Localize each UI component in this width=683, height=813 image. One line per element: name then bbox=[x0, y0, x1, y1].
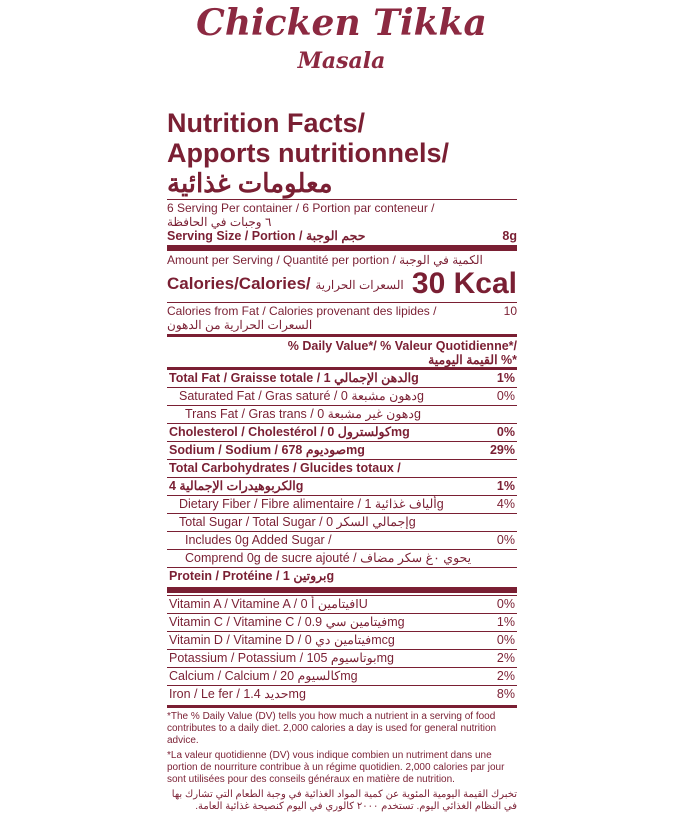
nutrient-daily-value: 0% bbox=[496, 597, 515, 611]
table-row bbox=[167, 595, 517, 613]
table-row bbox=[167, 495, 517, 513]
nutrient-daily-value: 2% bbox=[496, 669, 515, 683]
footnote-en: *The % Daily Value (DV) tells you how much a nutrient in a serving of food contributes to a daily diet. 2,000 calories a day is used for general nutrition advice. bbox=[167, 711, 497, 746]
calories-from-fat bbox=[167, 304, 517, 318]
nutrient-table bbox=[167, 367, 517, 585]
calories-from-fat-ar bbox=[167, 318, 517, 332]
nutrient-label: Total Fat / Graisse totale / الدهن الإجمالي 1g bbox=[169, 371, 419, 385]
calories-label: Calories/Calories/ bbox=[167, 274, 311, 293]
table-row bbox=[167, 549, 517, 567]
nutrient-label: Calcium / Calcium / كالسيوم 20mg bbox=[169, 669, 358, 683]
nutrient-daily-value: 29% bbox=[489, 443, 515, 457]
calories-label-ar: السعرات الحرارية bbox=[315, 278, 404, 292]
nutrient-label: Vitamin D / Vitamine D / فيتامين دي 0mcg bbox=[169, 633, 395, 647]
nutrient-daily-value: 0% bbox=[496, 389, 515, 403]
nutrient-label: Comprend 0g de sucre ajouté / يحوي ٠غ سكر مضاف bbox=[185, 551, 472, 565]
divider-thick bbox=[167, 587, 517, 593]
daily-value-header-ar: القيمة اليومية %* bbox=[428, 353, 517, 367]
nutrient-label: Vitamin C / Vitamine C / فيتامين سي 0.9mg bbox=[169, 615, 405, 629]
calories-value: 30 Kcal bbox=[411, 267, 517, 300]
nutrient-label: الكربوهيدرات الإجمالية 4g bbox=[169, 479, 304, 493]
table-row bbox=[167, 649, 517, 667]
amount-per-serving-ar: الكمية في الوجبة bbox=[399, 253, 483, 267]
brand-subname: Masala bbox=[297, 48, 386, 74]
servings-per-container-ar-text: ٦ وجبات في الحافظة bbox=[167, 215, 272, 229]
heading-en: Nutrition Facts/ bbox=[167, 108, 366, 138]
vitamin-table bbox=[167, 595, 517, 703]
daily-value-header: % Daily Value*/ % Valeur Quotidienne*/ bbox=[287, 339, 517, 353]
nutrient-daily-value: 2% bbox=[496, 651, 515, 665]
nutrient-daily-value: 1% bbox=[496, 615, 515, 629]
nutrient-label: Vitamin A / Vitamine A / فيتامين أ 0IU bbox=[169, 597, 368, 611]
footnote-fr: *La valeur quotidienne (DV) vous indique combien un nutriment dans une portion de nourriture contribue à un régime quotidien. 2,000 calories par jour sont utilisées pour des conseils généraux en matière de nutrition. bbox=[167, 750, 505, 785]
nutrient-label: Dietary Fiber / Fibre alimentaire / ألياف غذائية 1g bbox=[179, 497, 444, 511]
serving-size-label: Serving Size / Portion / bbox=[167, 229, 303, 243]
divider bbox=[167, 302, 517, 303]
table-row bbox=[167, 423, 517, 441]
heading-ar: معلومات غذائية bbox=[167, 168, 333, 198]
calories-from-fat-value: 10 bbox=[503, 304, 517, 318]
nutrient-label: Total Carbohydrates / Glucides totaux / bbox=[169, 461, 401, 475]
table-row bbox=[167, 405, 517, 423]
table-row bbox=[167, 685, 517, 703]
servings-per-container-text: 6 Serving Per container / 6 Portion par conteneur / bbox=[167, 201, 435, 215]
nutrient-label: Saturated Fat / Gras saturé / دهون مشبعة 0g bbox=[179, 389, 424, 403]
nutrient-label: Includes 0g Added Sugar / bbox=[185, 533, 332, 547]
divider-medium bbox=[167, 334, 517, 337]
nutrient-label: Trans Fat / Gras trans / دهون غير مشبعة 0g bbox=[185, 407, 421, 421]
calories-from-fat-ar-label: السعرات الحرارية من الدهون bbox=[167, 318, 313, 332]
table-row bbox=[167, 367, 517, 387]
table-row bbox=[167, 441, 517, 459]
nutrient-daily-value: 1% bbox=[496, 479, 515, 493]
nutrient-label: Sodium / Sodium / صوديوم 678mg bbox=[169, 443, 365, 457]
amount-per-serving bbox=[167, 253, 517, 267]
nutrient-label: Cholesterol / Cholestérol / كولسترول 0mg bbox=[169, 425, 410, 439]
table-row bbox=[167, 567, 517, 585]
calories-from-fat-label: Calories from Fat / Calories provenant des lipides / bbox=[167, 304, 437, 318]
servings-per-container-ar bbox=[167, 215, 517, 229]
nutrient-daily-value: 4% bbox=[496, 497, 515, 511]
nutrient-daily-value: 0% bbox=[496, 425, 515, 439]
divider-thick bbox=[167, 245, 517, 251]
table-row bbox=[167, 513, 517, 531]
table-row bbox=[167, 477, 517, 495]
nutrient-daily-value: 8% bbox=[496, 687, 515, 701]
table-row bbox=[167, 631, 517, 649]
nutrient-label: Iron / Le fer / حديد 1.4mg bbox=[169, 687, 306, 701]
nutrient-daily-value: 0% bbox=[496, 633, 515, 647]
nutrient-label: Potassium / Potassium / بوتاسيوم 105mg bbox=[169, 651, 394, 665]
nutrition-panel bbox=[167, 108, 517, 813]
serving-size-label-ar: حجم الوجبة bbox=[305, 229, 366, 243]
brand-name: Chicken Tikka bbox=[196, 2, 487, 44]
divider-medium bbox=[167, 705, 517, 708]
servings-per-container bbox=[167, 201, 517, 215]
table-row bbox=[167, 613, 517, 631]
amount-per-serving-label: Amount per Serving / Quantité per portion / bbox=[167, 253, 396, 267]
table-row bbox=[167, 667, 517, 685]
calories-row bbox=[167, 267, 517, 301]
nutrient-daily-value: 1% bbox=[496, 371, 515, 385]
serving-size-value: 8g bbox=[502, 229, 517, 243]
serving-size bbox=[167, 229, 517, 243]
divider bbox=[167, 199, 517, 200]
nutrient-daily-value: 0% bbox=[496, 533, 515, 547]
table-row bbox=[167, 531, 517, 549]
nutrient-label: Protein / Protéine / بروتين 1g bbox=[169, 569, 335, 583]
nutrient-label: Total Sugar / Total Sugar / إجمالي السكر 0g bbox=[179, 515, 416, 529]
footnote-ar: تخبرك القيمة اليومية المئوية عن كمية المواد الغذائية في وجبة الطعام التي تشارك بها في النظام الغذائي اليوم. تستخدم ٢٠٠٠ كالوري في اليوم كنصيحة غذائية العامة. bbox=[171, 789, 517, 812]
table-row bbox=[167, 387, 517, 405]
table-row bbox=[167, 459, 517, 477]
heading-fr: Apports nutritionnels/ bbox=[167, 138, 449, 168]
